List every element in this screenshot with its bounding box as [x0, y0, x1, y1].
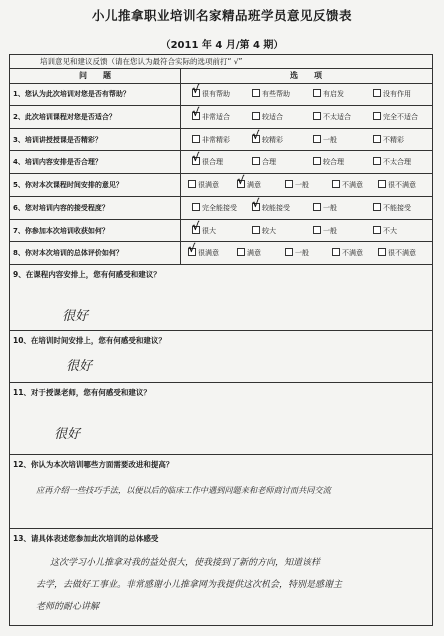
checkbox-icon[interactable] [237, 248, 245, 256]
check-mark-icon: √ [192, 151, 200, 165]
option-checkbox[interactable] [373, 151, 411, 174]
question-row [10, 83, 432, 106]
checkbox-icon[interactable] [285, 180, 293, 188]
check-mark-icon: √ [237, 174, 245, 187]
option-checkbox[interactable] [313, 129, 337, 152]
checkbox-icon[interactable] [252, 196, 260, 211]
option-label: 非常适合 [202, 112, 230, 121]
option-checkbox[interactable] [373, 129, 404, 152]
option-label: 较精彩 [262, 135, 283, 144]
question-text: 1、您认为此次培训对您是否有帮助？ [13, 90, 130, 98]
checkbox-icon[interactable] [192, 135, 200, 143]
option-label: 有些帮助 [262, 90, 290, 98]
question-row [10, 151, 432, 174]
question-row [10, 129, 432, 152]
checkbox-icon[interactable] [252, 157, 260, 165]
option-checkbox[interactable] [332, 174, 363, 197]
option-label: 完全能接受 [202, 203, 237, 212]
option-checkbox[interactable] [252, 83, 290, 106]
checkbox-icon[interactable] [237, 174, 245, 188]
option-checkbox[interactable] [252, 197, 290, 220]
option-label: 有启发 [323, 90, 344, 98]
checkbox-icon[interactable] [313, 203, 321, 211]
question-row [10, 197, 432, 220]
option-checkbox[interactable] [192, 151, 223, 174]
checkbox-icon[interactable] [192, 203, 200, 211]
question-text: 8、你对本次培训的总体评价如何？ [13, 249, 123, 258]
checkbox-icon[interactable] [313, 112, 321, 120]
option-label: 不能接受 [383, 203, 411, 212]
open-question-block [10, 383, 432, 455]
option-label: 非常精彩 [202, 135, 230, 144]
option-label: 不太合理 [383, 158, 411, 167]
checkbox-icon[interactable] [373, 226, 381, 234]
option-checkbox[interactable] [237, 242, 261, 265]
check-mark-icon: √ [188, 242, 196, 256]
option-label: 完全不适合 [383, 112, 418, 121]
option-checkbox[interactable] [313, 83, 344, 106]
option-checkbox[interactable] [192, 220, 216, 243]
checkbox-icon[interactable] [373, 157, 381, 165]
open-question-label: 12、你认为本次培训哪些方面需要改进和提高？ [13, 460, 174, 469]
open-question-label: 9、在课程内容安排上，您有何感受和建议？ [13, 270, 161, 279]
option-checkbox[interactable] [237, 174, 261, 197]
open-question-block [10, 455, 432, 529]
checkbox-icon[interactable] [332, 248, 340, 256]
question-options [180, 129, 432, 152]
option-label: 很有帮助 [202, 90, 230, 98]
open-question-block [10, 331, 432, 383]
handwritten-answer-line: 这次学习小儿推拿对我的益处很大，使我接到了新的方向，知道该样 [50, 558, 321, 568]
checkbox-icon[interactable] [192, 219, 200, 234]
open-question-label: 11、对于授课老师，您有何感受和建议？ [13, 388, 151, 397]
option-checkbox[interactable] [373, 197, 411, 220]
question-row [10, 220, 432, 243]
option-checkbox[interactable] [378, 242, 416, 265]
handwritten-answer: 很好 [54, 427, 81, 442]
check-mark-icon: √ [192, 219, 200, 233]
option-label: 很满意 [198, 181, 219, 189]
check-mark-icon: √ [252, 128, 260, 142]
open-question-label: 10、在培训时间安排上，您有何感受和建议？ [13, 336, 166, 345]
checkbox-icon[interactable] [313, 135, 321, 143]
checkbox-icon[interactable] [192, 151, 200, 165]
question-text: 4、培训内容安排是否合理？ [13, 158, 102, 167]
column-header-question: 问 题 [79, 71, 111, 80]
open-question-block [10, 529, 432, 625]
question-options [180, 83, 432, 106]
question-text: 2、此次培训课程对您是否适合？ [13, 112, 116, 121]
option-label: 较合理 [323, 158, 344, 167]
form-title: 小儿推拿职业培训名家精品班学员意见反馈表 [91, 8, 352, 23]
option-checkbox[interactable] [285, 242, 309, 265]
option-label: 一般 [295, 249, 309, 258]
option-label: 较能接受 [262, 203, 290, 212]
checkbox-icon[interactable] [188, 242, 196, 256]
open-question-block [10, 265, 432, 331]
option-checkbox[interactable] [192, 197, 237, 220]
option-checkbox[interactable] [378, 174, 416, 197]
checkbox-icon[interactable] [313, 226, 321, 234]
checkbox-icon[interactable] [313, 89, 321, 97]
open-question-label: 13、请具体表述您参加此次培训的总体感受 [13, 534, 159, 543]
option-label: 一般 [323, 135, 337, 144]
check-mark-icon: √ [192, 83, 200, 96]
question-options [180, 151, 432, 174]
handwritten-answer: 很好 [66, 359, 93, 374]
checkbox-icon[interactable] [188, 180, 196, 188]
option-checkbox[interactable] [313, 151, 344, 174]
question-text: 3、培训讲授授课是否精彩？ [13, 135, 102, 144]
feedback-form [9, 54, 433, 626]
checkbox-icon[interactable] [373, 135, 381, 143]
checkbox-icon[interactable] [313, 157, 321, 165]
option-checkbox[interactable] [252, 220, 276, 243]
option-label: 较适合 [262, 112, 283, 121]
handwritten-answer-line: 去学，去做好工事业。非常感谢小儿推拿网为我提供这次机会，特别是感谢主 [36, 580, 343, 590]
option-checkbox[interactable] [188, 242, 219, 265]
question-text: 5、你对本次课程时间安排的意见？ [13, 181, 123, 189]
checkbox-icon[interactable] [192, 83, 200, 97]
option-label: 不太适合 [323, 112, 351, 121]
question-text: 7、你参加本次培训收获如何？ [13, 226, 109, 235]
checkbox-icon[interactable] [285, 248, 293, 256]
option-label: 很不满意 [388, 249, 416, 258]
question-options [180, 220, 432, 243]
checkbox-icon[interactable] [252, 128, 260, 143]
option-checkbox[interactable] [313, 220, 337, 243]
option-checkbox[interactable] [373, 220, 397, 243]
question-options [180, 242, 432, 265]
option-label: 合理 [262, 158, 276, 167]
question-row [10, 106, 432, 129]
check-mark-icon: √ [192, 105, 200, 119]
checkbox-icon[interactable] [332, 180, 340, 188]
option-label: 一般 [323, 203, 337, 212]
option-checkbox[interactable] [285, 174, 309, 197]
option-label: 不精彩 [383, 135, 404, 144]
checkbox-icon[interactable] [373, 89, 381, 97]
option-checkbox[interactable] [192, 83, 230, 106]
option-checkbox[interactable] [192, 129, 230, 152]
option-checkbox[interactable] [313, 197, 337, 220]
option-label: 满意 [247, 249, 261, 258]
handwritten-answer-line: 老师的耐心讲解 [36, 602, 100, 612]
option-label: 很不满意 [388, 181, 416, 189]
column-header-row [10, 69, 432, 84]
question-options [180, 174, 432, 197]
checkbox-icon[interactable] [373, 203, 381, 211]
checkbox-icon[interactable] [373, 112, 381, 120]
option-label: 不满意 [342, 249, 363, 258]
option-label: 较大 [262, 226, 276, 235]
option-checkbox[interactable] [188, 174, 219, 197]
option-checkbox[interactable] [373, 106, 418, 129]
checkbox-icon[interactable] [252, 226, 260, 234]
handwritten-answer: 应再介绍一些技巧手法，以便以后的临床工作中遇到问题来和老师商讨而共同交流 [36, 485, 331, 495]
question-text: 6、您对培训内容的接受程度？ [13, 203, 109, 212]
check-mark-icon: √ [252, 196, 260, 210]
checkbox-icon[interactable] [192, 105, 200, 120]
option-label: 很合理 [202, 158, 223, 167]
option-label: 不大 [383, 226, 397, 235]
option-checkbox[interactable] [252, 151, 276, 174]
option-checkbox[interactable] [332, 242, 363, 265]
option-checkbox[interactable] [313, 106, 351, 129]
checkbox-icon[interactable] [252, 89, 260, 97]
form-subtitle: （2011 年 4 月/第 4 期） [160, 40, 284, 51]
handwritten-answer: 很好 [62, 309, 89, 324]
question-row [10, 242, 432, 265]
option-checkbox[interactable] [252, 129, 283, 152]
option-checkbox[interactable] [252, 106, 283, 129]
checkbox-icon[interactable] [252, 112, 260, 120]
option-label: 不满意 [342, 181, 363, 189]
checkbox-icon[interactable] [378, 248, 386, 256]
column-header-options: 选 项 [290, 71, 322, 80]
option-label: 一般 [295, 181, 309, 189]
option-label: 一般 [323, 226, 337, 235]
option-label: 没有作用 [383, 90, 411, 98]
option-label: 很满意 [198, 249, 219, 258]
form-instruction: 培训意见和建议反馈（请在您认为最符合实际的选项前打“ √” [10, 55, 432, 69]
question-row [10, 174, 432, 197]
option-label: 很大 [202, 226, 216, 235]
question-options [180, 106, 432, 129]
checkbox-icon[interactable] [378, 180, 386, 188]
option-checkbox[interactable] [192, 106, 230, 129]
option-checkbox[interactable] [373, 83, 411, 106]
option-label: 满意 [247, 181, 261, 189]
question-options [180, 197, 432, 220]
